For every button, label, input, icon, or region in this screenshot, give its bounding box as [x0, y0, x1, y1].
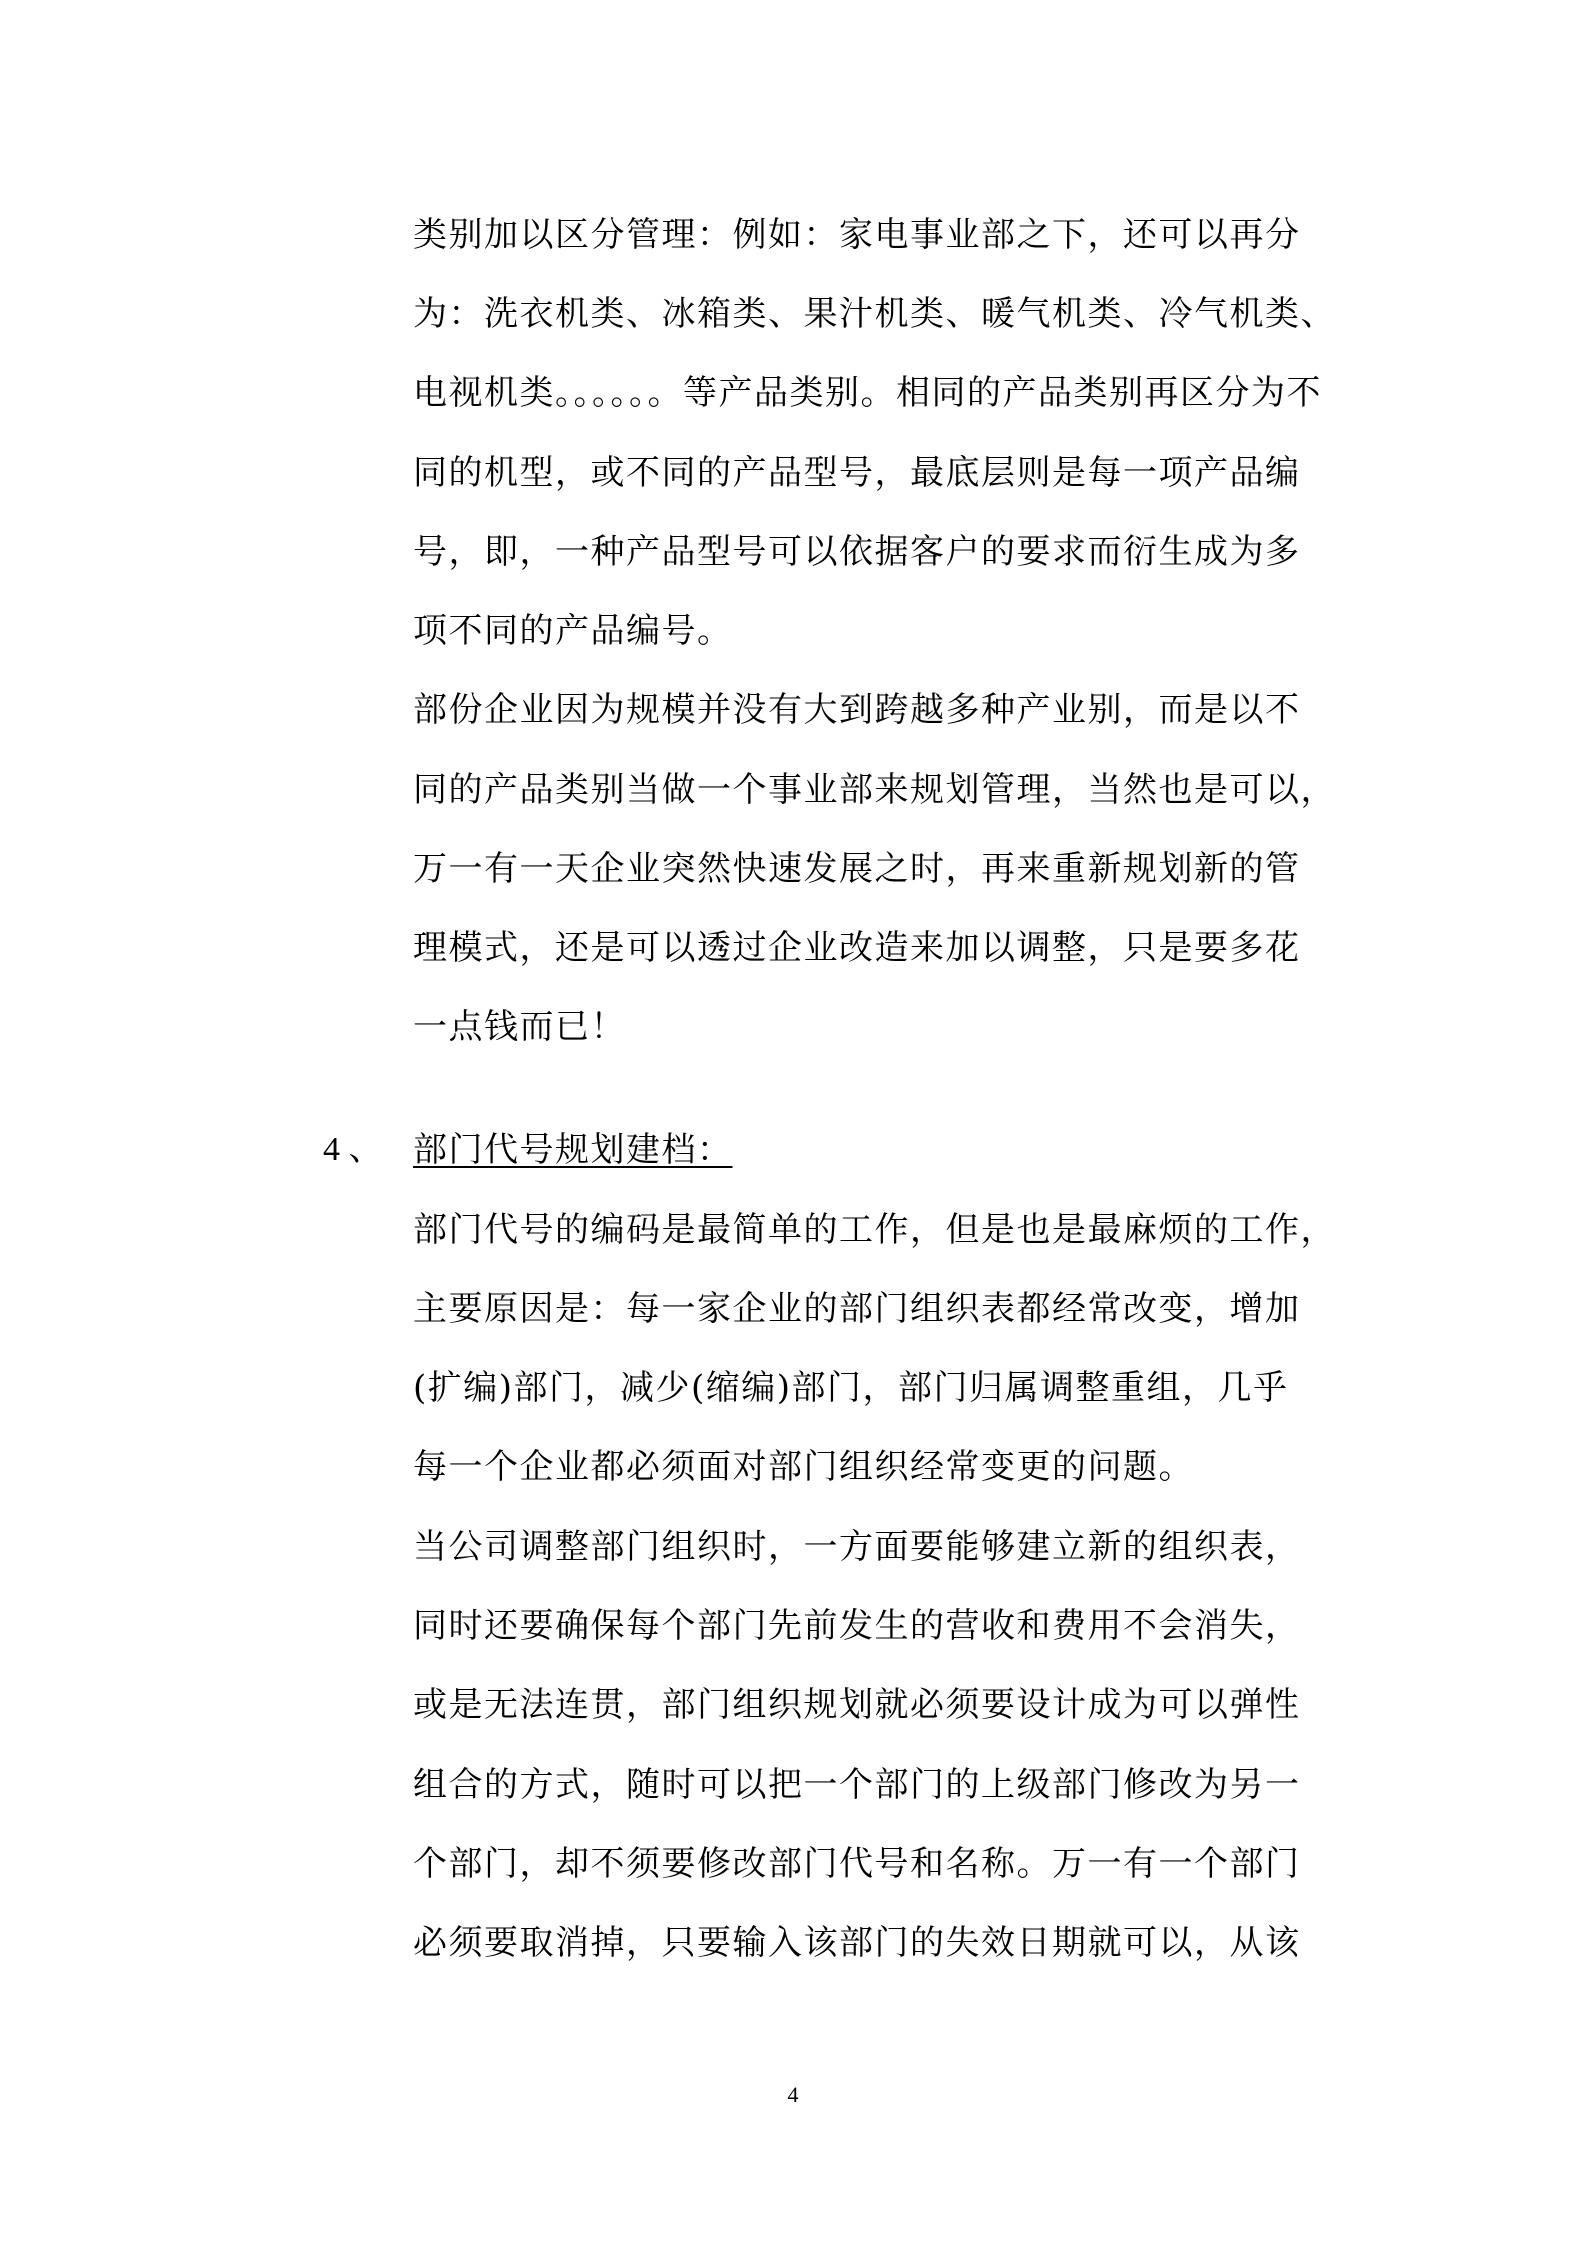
section-title: 部门代号规划建档：: [413, 1130, 733, 1170]
text-line: 每一个企业都必须面对部门组织经常变更的问题。: [413, 1447, 1194, 1487]
text-line: 同的产品类别当做一个事业部来规划管理，当然也是可以，: [413, 770, 1336, 810]
text-line: 组合的方式，随时可以把一个部门的上级部门修改为另一: [413, 1765, 1301, 1805]
text-line: 类别加以区分管理：例如：家电事业部之下，还可以再分: [413, 215, 1301, 255]
text-line: 或是无法连贯，部门组织规划就必须要设计成为可以弹性: [413, 1685, 1301, 1725]
text-line: 个部门，却不须要修改部门代号和名称。万一有一个部门: [413, 1844, 1301, 1884]
text-line: 部份企业因为规模并没有大到跨越多种产业别，而是以不: [413, 690, 1301, 730]
text-line: 当公司调整部门组织时，一方面要能够建立新的组织表，: [413, 1527, 1301, 1567]
text-line: 为：洗衣机类、冰箱类、果汁机类、暖气机类、冷气机类、: [413, 294, 1336, 334]
text-line: 号，即，一种产品型号可以依据客户的要求而衍生成为多: [413, 532, 1301, 572]
text-line: 万一有一天企业突然快速发展之时，再来重新规划新的管: [413, 849, 1301, 889]
text-line: 理模式，还是可以透过企业改造来加以调整，只是要多花: [413, 928, 1301, 968]
text-line: 电视机类。。。。。。等产品类别。相同的产品类别再区分为不: [413, 373, 1322, 413]
text-line: 必须要取消掉，只要输入该部门的失效日期就可以，从该: [413, 1923, 1301, 1963]
section-number: 4 、: [323, 1131, 383, 1168]
text-line: 一点钱而已！: [413, 1007, 626, 1047]
text-line: (扩编)部门，减少(缩编)部门，部门归属调整重组，几乎: [413, 1368, 1289, 1408]
text-line: 主要原因是：每一家企业的部门组织表都经常改变，增加: [413, 1289, 1301, 1329]
text-line: 部门代号的编码是最简单的工作，但是也是最麻烦的工作，: [413, 1210, 1336, 1250]
page-number: 4: [787, 2082, 799, 2107]
text-line: 同的机型，或不同的产品型号，最底层则是每一项产品编: [413, 453, 1301, 493]
text-line: 项不同的产品编号。: [413, 611, 733, 651]
text-line: 同时还要确保每个部门先前发生的营收和费用不会消失，: [413, 1606, 1301, 1646]
